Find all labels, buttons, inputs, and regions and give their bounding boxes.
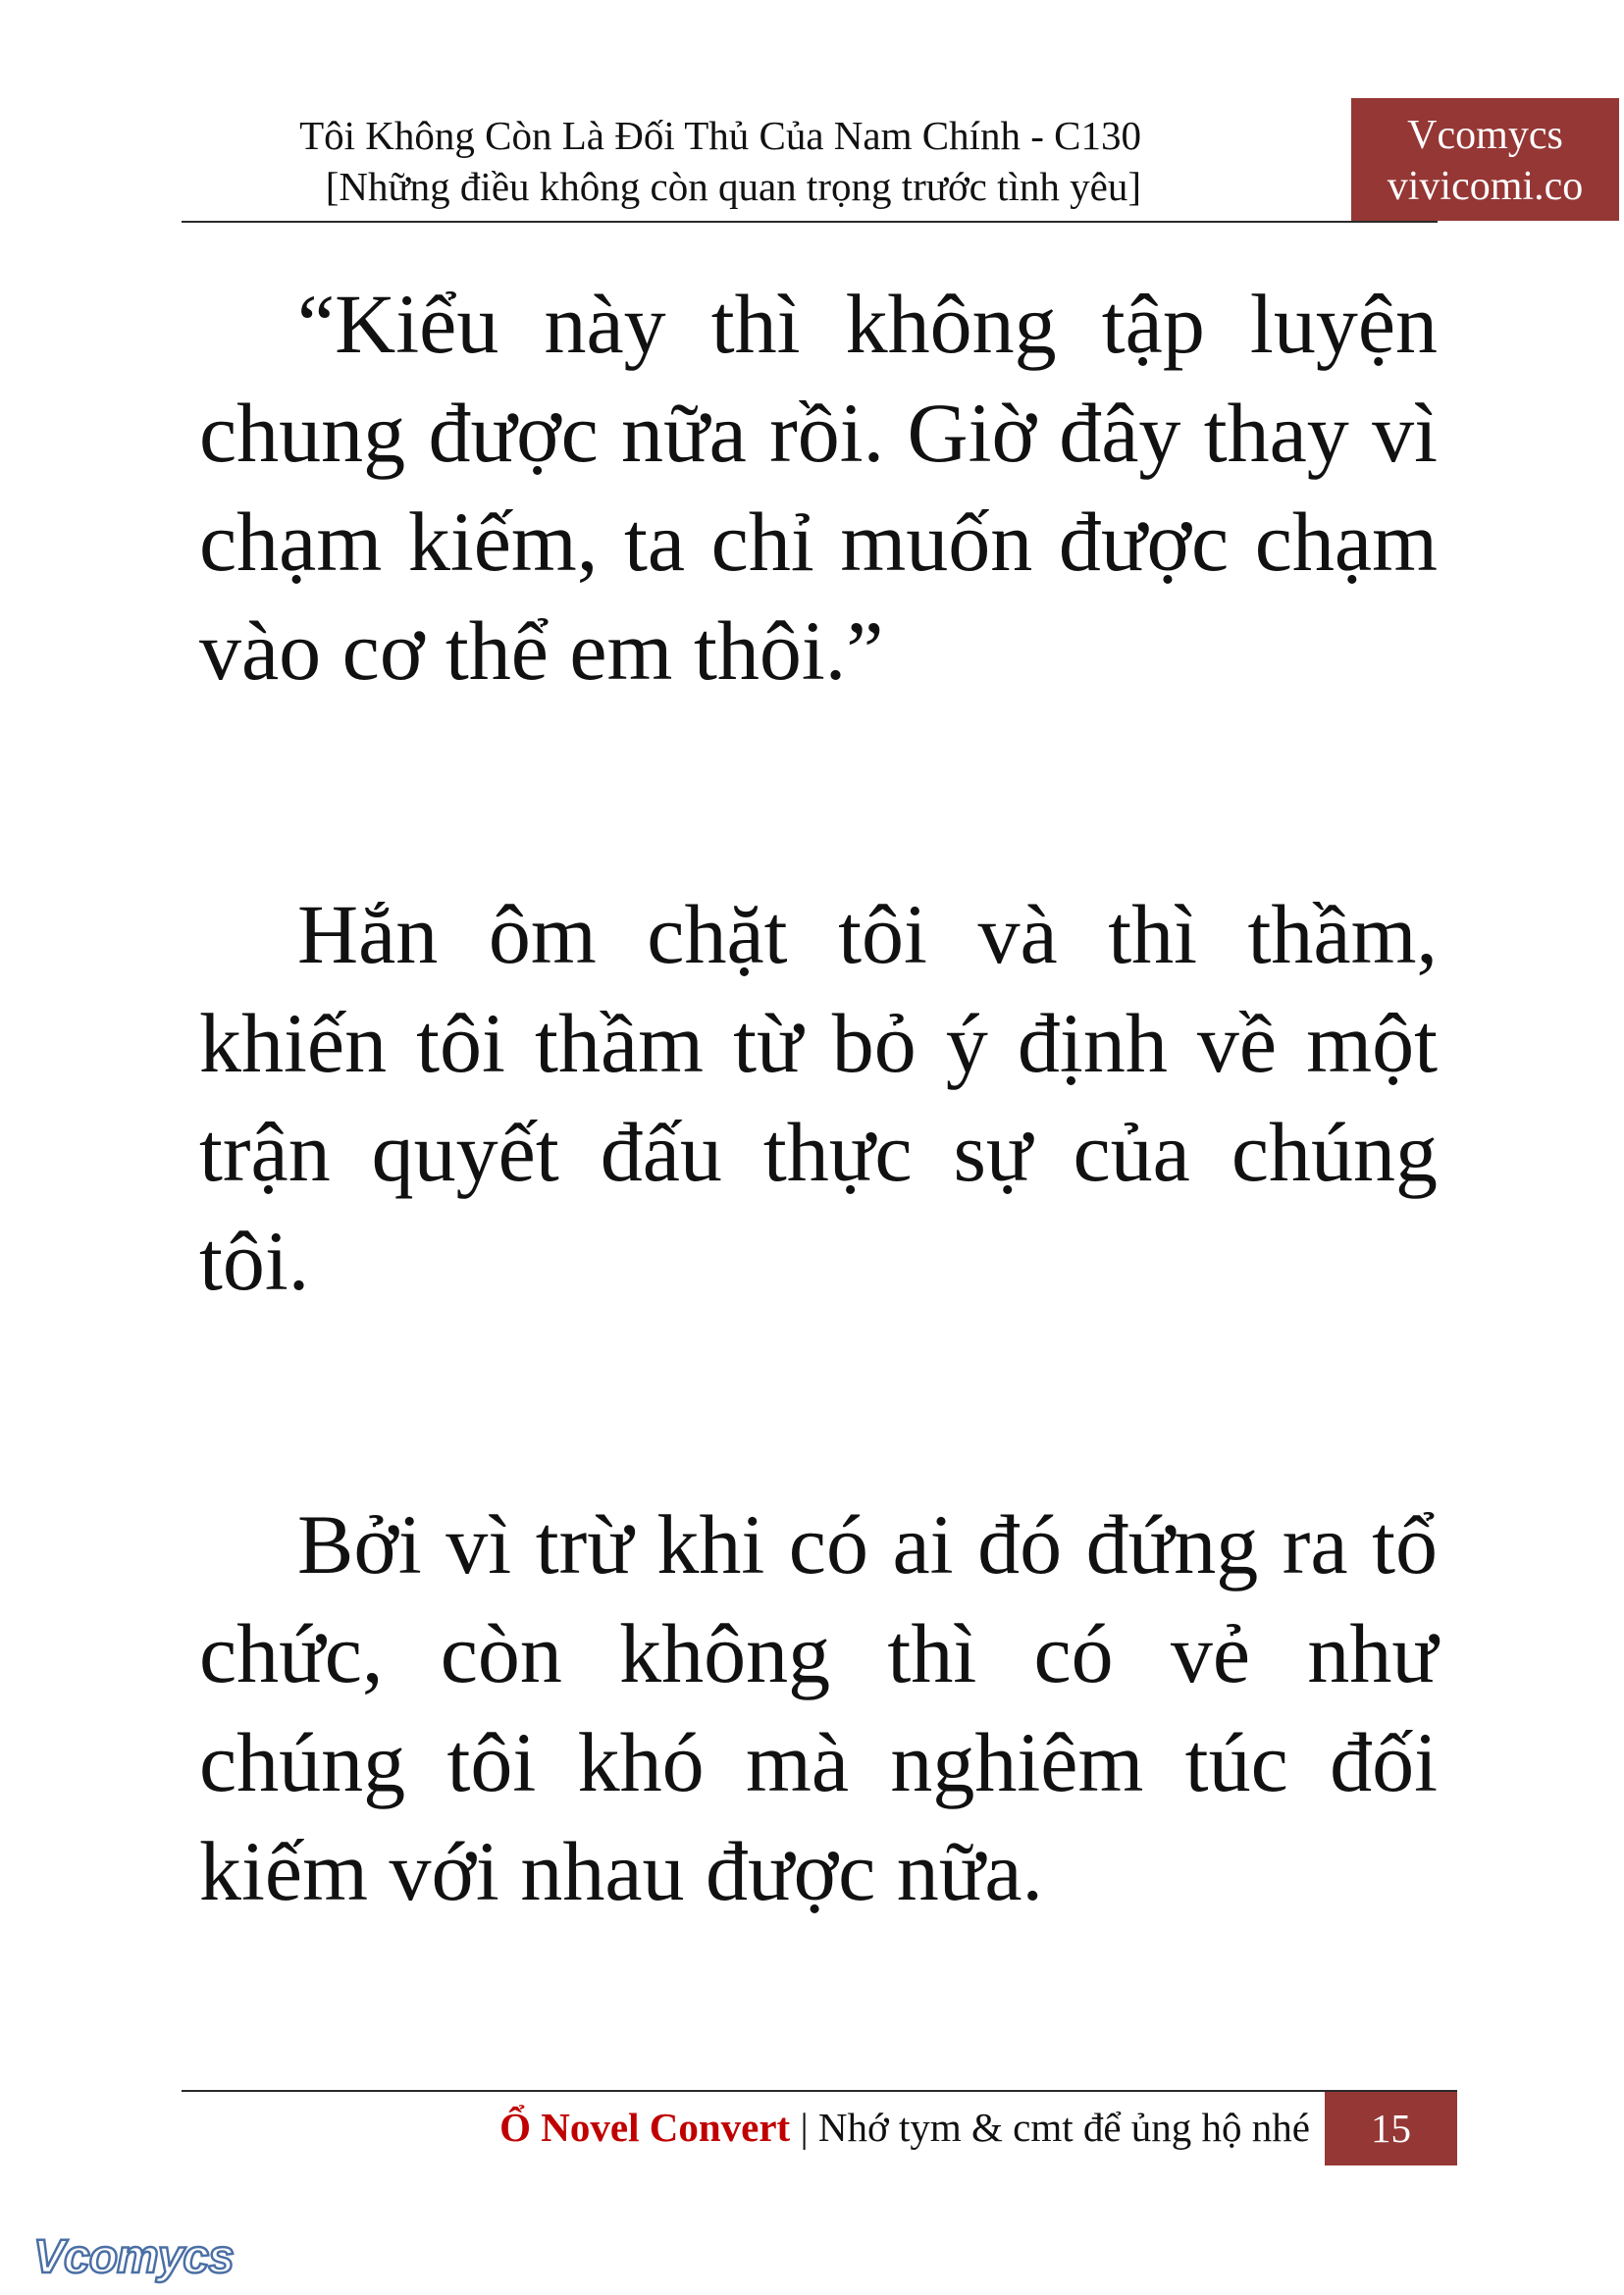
footer-text: [499, 2100, 1310, 2155]
footer-note: Nhớ tym & cmt để ủng hộ nhé: [817, 2105, 1310, 2150]
watermark-text: Vcomycs: [33, 2231, 234, 2283]
footer-separator: |: [800, 2105, 809, 2150]
header-title: [299, 110, 1141, 212]
paragraph-1: “Kiểu này thì không tập luyện chung được nữa rồi. Giờ đây thay vì chạm kiếm, ta chỉ muốn được chạm vào cơ thể em thôi.”: [199, 277, 1438, 698]
paragraph-3: Bởi vì trừ khi có ai đó đứng ra tổ chức, còn không thì có vẻ như chúng tôi khó mà nghiêm túc đối kiếm với nhau được nữa.: [199, 1497, 1438, 1918]
page-body: [199, 270, 1438, 1926]
chapter-title: Tôi Không Còn Là Đối Thủ Của Nam Chính - C130: [299, 113, 1141, 158]
footer-brand: Ổ Novel Convert: [499, 2105, 791, 2150]
header-brand-box: [1351, 98, 1619, 221]
page-number: 15: [1325, 2092, 1457, 2165]
brand-site: vivicomi.co: [1387, 164, 1584, 209]
brand-name: Vcomycs: [1407, 113, 1563, 158]
paragraph-2: Hắn ôm chặt tôi và thì thầm, khiến tôi thầm từ bỏ ý định về một trận quyết đấu thực sự của chúng tôi.: [199, 887, 1438, 1308]
vcomycs-watermark-logo: [29, 2227, 255, 2286]
page-header: [182, 98, 1584, 223]
page-footer: [182, 2090, 1457, 2165]
chapter-subtitle: [Những điều không còn quan trọng trước tình yêu]: [325, 164, 1141, 209]
